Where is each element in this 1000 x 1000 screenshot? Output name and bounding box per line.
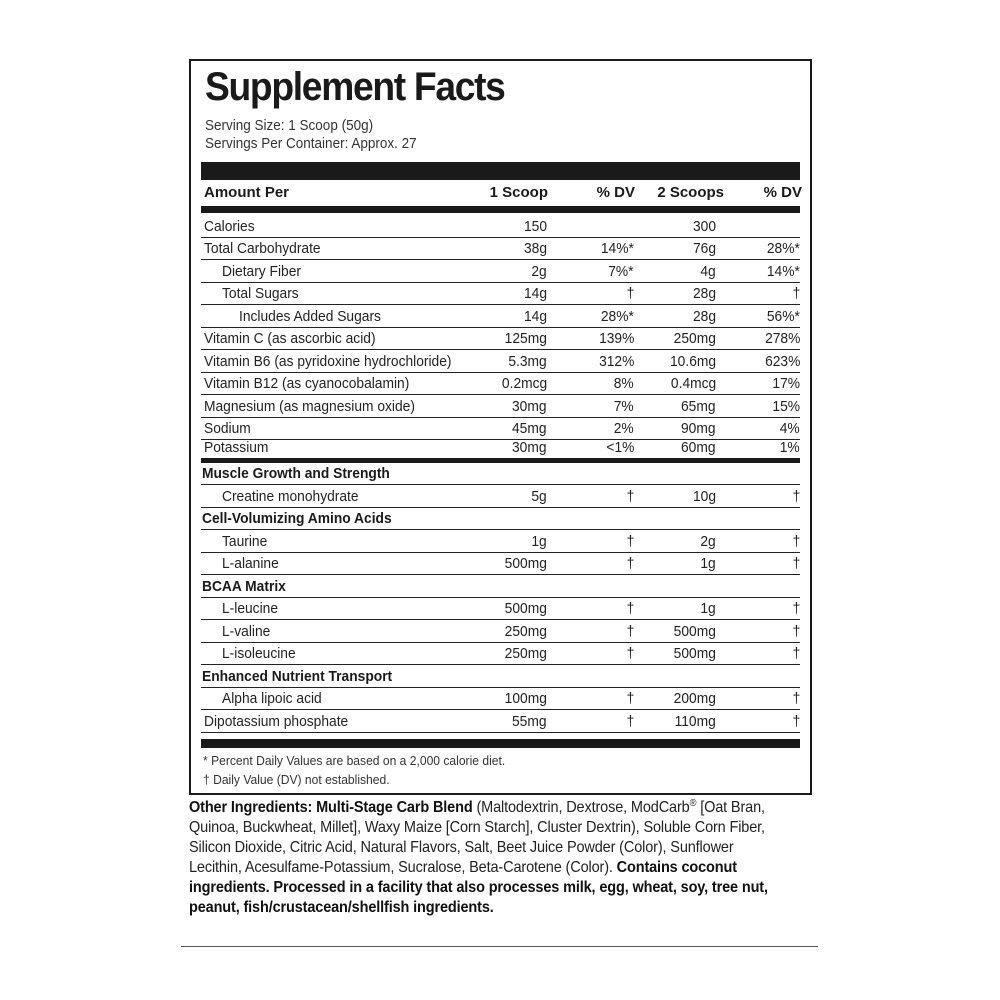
dv-2-scoops: 14%* xyxy=(767,262,800,280)
table-row xyxy=(201,350,800,373)
dv-2-scoops: † xyxy=(792,712,800,730)
header-1-scoop: 1 Scoop xyxy=(489,184,548,201)
amount-2-scoops: 10.6mg xyxy=(669,352,716,370)
amount-2-scoops: 1g xyxy=(700,555,716,572)
amount-2-scoops: 500mg xyxy=(673,645,716,662)
amount-1-scoop: 30mg xyxy=(512,397,547,415)
amount-1-scoop: 14g xyxy=(523,307,547,325)
amount-2-scoops: 2g xyxy=(700,532,716,550)
dv-2-scoops: † xyxy=(792,555,800,572)
dv-2-scoops: 4% xyxy=(780,420,800,437)
nutrient-name: Total Sugars xyxy=(222,285,299,302)
amount-1-scoop: 55mg xyxy=(512,712,547,730)
amount-2-scoops: 250mg xyxy=(673,330,716,347)
serving-size: Serving Size: 1 Scoop (50g) xyxy=(205,117,374,134)
dv-1-scoop: † xyxy=(626,285,634,302)
header-amount-per: Amount Per xyxy=(204,184,290,201)
dv-1-scoop: 2% xyxy=(614,420,634,437)
header-divider-bar xyxy=(201,206,800,213)
table-row xyxy=(201,440,800,463)
section-name: BCAA Matrix xyxy=(202,577,286,595)
nutrient-name: L-isoleucine xyxy=(222,645,296,662)
table-row xyxy=(201,620,800,643)
dv-2-scoops: 56%* xyxy=(767,307,800,325)
amount-2-scoops: 200mg xyxy=(673,690,716,707)
amount-1-scoop: 500mg xyxy=(504,600,547,617)
amount-1-scoop: 30mg xyxy=(512,438,547,456)
dv-1-scoop: † xyxy=(626,690,634,707)
dv-1-scoop: † xyxy=(626,712,634,730)
amount-1-scoop: 500mg xyxy=(504,555,547,572)
amount-1-scoop: 5.3mg xyxy=(508,352,547,370)
section-header-row xyxy=(201,463,800,486)
table-row xyxy=(201,643,800,666)
nutrient-name: Dipotassium phosphate xyxy=(204,712,349,730)
amount-2-scoops: 76g xyxy=(692,240,716,257)
dv-1-scoop: † xyxy=(626,555,634,572)
amount-1-scoop: 100mg xyxy=(504,690,547,707)
dv-2-scoops: 28%* xyxy=(767,240,800,257)
table-row xyxy=(201,395,800,418)
bottom-divider-bar xyxy=(201,739,800,748)
amount-2-scoops: 0.4mcg xyxy=(670,375,716,392)
dv-1-scoop: 8% xyxy=(614,375,634,392)
table-row xyxy=(201,418,800,441)
table-row xyxy=(201,283,800,306)
amount-1-scoop: 125mg xyxy=(504,330,547,347)
table-row xyxy=(201,530,800,553)
dv-2-scoops: 17% xyxy=(772,375,800,392)
amount-1-scoop: 38g xyxy=(523,240,547,257)
nutrient-name: Includes Added Sugars xyxy=(239,307,381,325)
nutrient-name: Sodium xyxy=(204,420,251,437)
section-header-row xyxy=(201,575,800,598)
dv-2-scoops: † xyxy=(792,487,800,505)
amount-2-scoops: 300 xyxy=(692,217,716,235)
table-row xyxy=(201,373,800,396)
amount-2-scoops: 500mg xyxy=(673,622,716,640)
dv-1-scoop: † xyxy=(626,487,634,505)
registered-mark: ® xyxy=(689,797,697,809)
header-2-scoops: 2 Scoops xyxy=(657,184,724,201)
dv-1-scoop: 7% xyxy=(614,397,634,415)
footnote-dv-not-established: † Daily Value (DV) not established. xyxy=(203,772,390,787)
section-name: Cell-Volumizing Amino Acids xyxy=(202,510,392,527)
header-dv-2: % DV xyxy=(763,184,802,201)
table-row xyxy=(201,598,800,621)
dv-2-scoops: † xyxy=(792,645,800,662)
section-name: Enhanced Nutrient Transport xyxy=(202,667,393,685)
amount-1-scoop: 0.2mcg xyxy=(501,375,547,392)
dv-2-scoops: † xyxy=(792,690,800,707)
dv-1-scoop: 139% xyxy=(598,330,634,347)
amount-1-scoop: 250mg xyxy=(504,645,547,662)
dv-1-scoop: 14%* xyxy=(601,240,634,257)
nutrient-name: Vitamin C (as ascorbic acid) xyxy=(204,330,376,347)
table-row xyxy=(201,238,800,261)
nutrient-name: Calories xyxy=(204,217,255,235)
nutrient-name: L-leucine xyxy=(222,600,279,617)
dv-1-scoop: 28%* xyxy=(601,307,634,325)
servings-per-container: Servings Per Container: Approx. 27 xyxy=(205,135,417,152)
nutrient-name: Magnesium (as magnesium oxide) xyxy=(204,397,415,415)
nutrient-name: Vitamin B6 (as pyridoxine hydrochloride) xyxy=(204,352,452,370)
dv-1-scoop: <1% xyxy=(605,438,634,456)
amount-2-scoops: 60mg xyxy=(681,438,716,456)
dv-1-scoop: † xyxy=(626,645,634,662)
amount-1-scoop: 14g xyxy=(523,285,547,302)
bottom-rule xyxy=(181,946,818,947)
supplement-facts-panel xyxy=(189,59,812,795)
dv-1-scoop: 312% xyxy=(598,352,634,370)
dv-1-scoop: 7%* xyxy=(608,262,634,280)
amount-2-scoops: 28g xyxy=(692,307,716,325)
allergen-statement: Contains coconut ingredients. Processed in a facility that also processes milk, egg, wheat, soy, tree nut, peanut, fish/crustacean/shellfish ingredients. xyxy=(189,859,768,916)
nutrient-name: Vitamin B12 (as cyanocobalamin) xyxy=(204,375,410,392)
section-name: Muscle Growth and Strength xyxy=(202,465,390,482)
amount-1-scoop: 5g xyxy=(531,487,547,505)
dv-1-scoop: † xyxy=(626,600,634,617)
table-row xyxy=(201,710,800,733)
nutrient-name: Creatine monohydrate xyxy=(222,487,359,505)
amount-1-scoop: 150 xyxy=(523,217,547,235)
section-header-row xyxy=(201,508,800,531)
other-ingredients-lead: Other Ingredients: Multi-Stage Carb Blend xyxy=(189,799,473,816)
nutrient-name: Total Carbohydrate xyxy=(204,240,321,257)
nutrient-name: Alpha lipoic acid xyxy=(222,690,322,707)
nutrient-name: Dietary Fiber xyxy=(222,262,301,280)
dv-2-scoops: † xyxy=(792,285,800,302)
other-ingredients-text-a: (Maltodextrin, Dextrose, ModCarb xyxy=(472,799,690,816)
table-row xyxy=(201,215,800,238)
dv-2-scoops: 15% xyxy=(772,397,800,415)
table-row xyxy=(201,553,800,576)
nutrient-name: Potassium xyxy=(204,438,269,456)
nutrient-name: L-valine xyxy=(222,622,271,640)
table-row xyxy=(201,688,800,711)
amount-2-scoops: 4g xyxy=(700,262,716,280)
table-row xyxy=(201,485,800,508)
amount-1-scoop: 1g xyxy=(531,532,547,550)
footnote-percent-dv: * Percent Daily Values are based on a 2,000 calorie diet. xyxy=(203,753,506,768)
other-ingredients-text-b: [Oat Bran, Quinoa, Buckwheat, Millet], Waxy Maize [Corn Starch], Cluster Dextrin), Soluble Corn Fiber, Silicon Dioxide, Citric Acid, Natural Flavors, Salt, Beet Juice Powder (Color), Sunflower Lecithin, Acesulfame-Potassium, Sucralose, Beta-Carotene (Color). xyxy=(189,799,765,876)
panel-title: Supplement Facts xyxy=(205,65,505,109)
dv-2-scoops: 1% xyxy=(780,438,800,456)
dv-2-scoops: 278% xyxy=(764,330,800,347)
top-divider-bar xyxy=(201,162,800,180)
table-row xyxy=(201,305,800,328)
section-header-row xyxy=(201,665,800,688)
amount-1-scoop: 250mg xyxy=(504,622,547,640)
dv-2-scoops: † xyxy=(792,532,800,550)
amount-2-scoops: 1g xyxy=(700,600,716,617)
dv-2-scoops: † xyxy=(792,600,800,617)
amount-1-scoop: 2g xyxy=(531,262,547,280)
amount-2-scoops: 110mg xyxy=(674,712,716,730)
nutrient-name: L-alanine xyxy=(222,555,279,572)
header-dv-1: % DV xyxy=(596,184,635,201)
amount-1-scoop: 45mg xyxy=(512,420,547,437)
dv-2-scoops: 623% xyxy=(764,352,800,370)
dv-2-scoops: † xyxy=(792,622,800,640)
amount-2-scoops: 65mg xyxy=(681,397,716,415)
table-row xyxy=(201,260,800,283)
amount-2-scoops: 28g xyxy=(692,285,716,302)
dv-1-scoop: † xyxy=(626,532,634,550)
nutrient-name: Taurine xyxy=(222,532,268,550)
amount-2-scoops: 90mg xyxy=(681,420,716,437)
amount-2-scoops: 10g xyxy=(692,487,716,505)
table-row xyxy=(201,328,800,351)
other-ingredients xyxy=(189,798,784,918)
dv-1-scoop: † xyxy=(626,622,634,640)
